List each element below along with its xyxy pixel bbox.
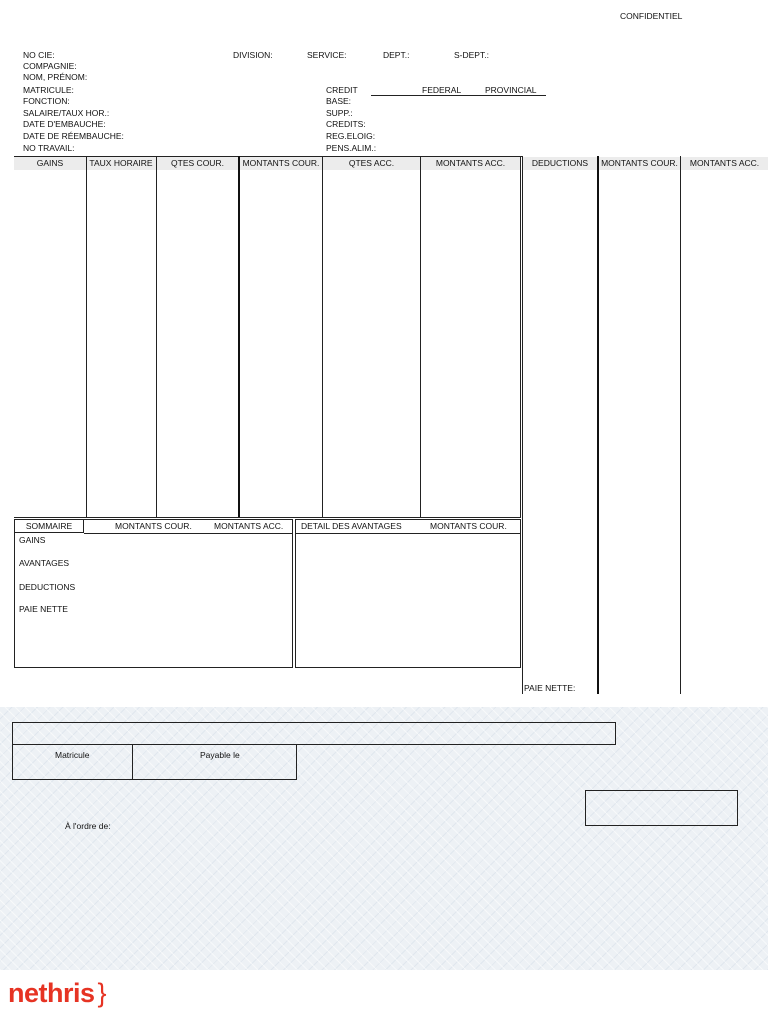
col-qtes-acc: QTES ACC. [323, 157, 420, 170]
tax-provincial-label: PROVINCIAL [485, 85, 537, 95]
tax-credits: CREDITS: [326, 119, 366, 129]
benefits-header-line [295, 533, 521, 534]
earnings-right-border [520, 156, 521, 517]
col-deductions: DEDUCTIONS [523, 157, 597, 170]
cheque-order-of-label: À l'ordre de: [65, 821, 111, 831]
summary-paie-nette: PAIE NETTE [19, 604, 68, 614]
deductions-divider [680, 156, 681, 694]
nethris-logo [8, 978, 106, 1009]
summary-header-line [84, 533, 293, 534]
earnings-divider [420, 156, 421, 517]
confidential-label: CONFIDENTIEL [620, 11, 683, 21]
tax-supp: SUPP.: [326, 108, 353, 118]
col-qtes-cour: QTES COUR. [156, 157, 239, 170]
col-montants-cour: MONTANTS COUR. [239, 157, 323, 170]
benefits-col-cur: MONTANTS COUR. [430, 521, 507, 531]
tax-reg-eloig: REG.ELOIG: [326, 131, 376, 141]
tax-header-underline [371, 95, 546, 96]
field-division: DIVISION: [233, 50, 273, 60]
tax-federal-label: FEDERAL [422, 85, 462, 95]
net-pay-label: PAIE NETTE: [524, 683, 576, 693]
col-ded-montants-cour: MONTANTS COUR. [599, 157, 680, 170]
cheque-amount-box [12, 722, 616, 745]
field-date-embauche: DATE D'EMBAUCHE: [23, 119, 106, 129]
earnings-divider [156, 156, 157, 517]
col-ded-montants-acc: MONTANTS ACC. [681, 157, 768, 170]
summary-avantages: AVANTAGES [19, 558, 70, 568]
field-salaire: SALAIRE/TAUX HOR.: [23, 108, 110, 118]
summary-gains: GAINS [19, 535, 46, 545]
col-montants-acc: MONTANTS ACC. [420, 157, 521, 170]
field-fonction: FONCTION: [23, 96, 70, 106]
deductions-divider-bold [597, 156, 599, 694]
cheque-matricule-label: Matricule [55, 750, 90, 760]
summary-col-acc: MONTANTS ACC. [214, 521, 284, 531]
summary-col-cur: MONTANTS COUR. [115, 521, 192, 531]
cheque-payable-label: Payable le [200, 750, 240, 760]
field-matricule: MATRICULE: [23, 85, 74, 95]
earnings-divider [322, 156, 323, 517]
field-compagnie: COMPAGNIE: [23, 61, 77, 71]
field-date-reembauche: DATE DE RÉEMBAUCHE: [23, 131, 124, 141]
earnings-divider [86, 156, 87, 517]
field-dept: DEPT.: [383, 50, 410, 60]
field-nom-prenom: NOM, PRÉNOM: [23, 72, 88, 82]
col-taux-horaire: TAUX HORAIRE [86, 157, 156, 170]
benefits-title: DETAIL DES AVANTAGES [301, 521, 402, 531]
field-no-cie: NO CIE: [23, 50, 55, 60]
tax-pens-alim: PENS.ALIM.: [326, 143, 377, 153]
summary-deductions: DEDUCTIONS [19, 582, 76, 592]
col-gains: GAINS [14, 157, 86, 170]
cheque-total-box [585, 790, 738, 826]
field-no-travail: NO TRAVAIL: [23, 143, 75, 153]
field-sdept: S-DEPT.: [454, 50, 489, 60]
logo-brace: } [97, 978, 107, 1008]
tax-base: BASE: [326, 96, 352, 106]
benefits-box [295, 519, 521, 668]
summary-box [14, 519, 293, 668]
tax-credit-label: CREDIT [326, 85, 358, 95]
deductions-left-border [522, 156, 523, 694]
earnings-bottom-border [14, 517, 521, 518]
field-service: SERVICE: [307, 50, 347, 60]
logo-text: nethris [8, 978, 95, 1008]
earnings-divider-bold [238, 156, 240, 517]
summary-title: SOMMAIRE [14, 519, 84, 533]
